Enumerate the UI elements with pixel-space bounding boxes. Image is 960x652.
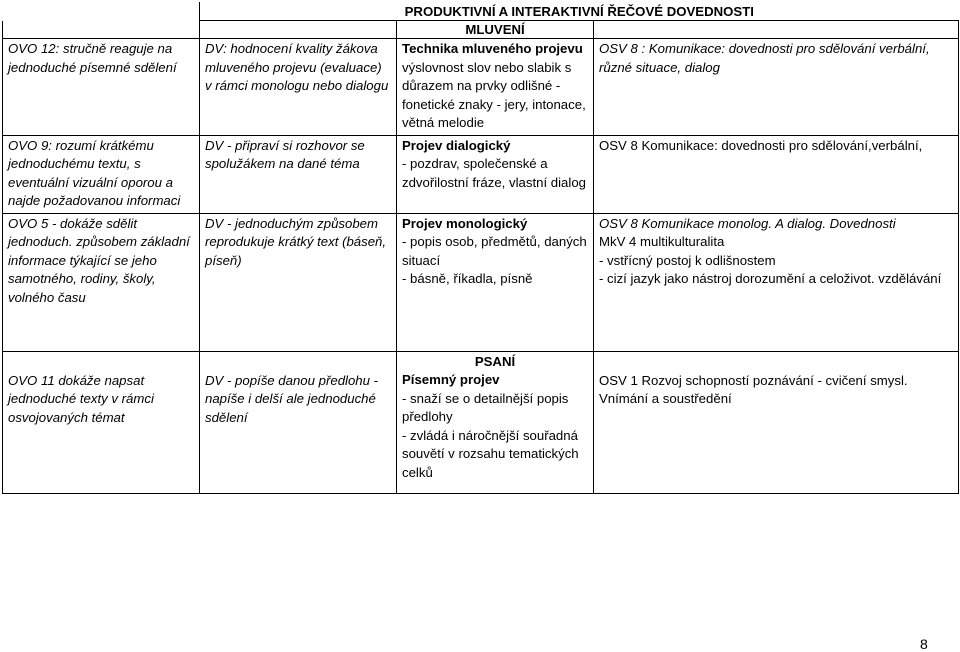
table-title: PRODUKTIVNÍ A INTERAKTIVNÍ ŘEČOVÉ DOVEDNOSTI <box>200 2 959 21</box>
content-title: Písemný projev <box>402 372 500 387</box>
table-row <box>3 39 959 136</box>
table-row <box>3 351 959 493</box>
cross-topic-line: MkV 4 multikulturalita <box>599 234 725 249</box>
cross-topic-cell <box>594 213 959 351</box>
section-empty-cell <box>3 21 200 39</box>
cross-topic-cell: OSV 8 : Komunikace: dovednosti pro sdělování verbální, různé situace, dialog <box>594 39 959 136</box>
curriculum-table <box>2 2 959 494</box>
content-line: - zvládá i náročnější souřadná souvětí v rozsahu tematických celků <box>402 427 579 480</box>
header-empty-cell <box>3 2 200 21</box>
cross-topic-cell: OSV 8 Komunikace: dovednosti pro sdělování,verbální, <box>594 135 959 213</box>
content-line: - básně, říkadla, písně <box>402 271 533 286</box>
section-row-speaking <box>3 21 959 39</box>
table-row <box>3 135 959 213</box>
cross-topic-cell: OSV 1 Rozvoj schopností poznávání - cvičení smysl. Vnímání a soustředění <box>594 351 959 493</box>
activity-cell: DV - připraví si rozhovor se spolužákem na dané téma <box>200 135 397 213</box>
section-heading-speaking: MLUVENÍ <box>397 21 594 39</box>
content-cell <box>397 213 594 351</box>
page-number: 8 <box>920 636 928 652</box>
outcome-cell: OVO 11 dokáže napsat jednoduché texty v rámci osvojovaných témat <box>3 351 200 493</box>
activity-cell: DV - popíše danou předlohu - napíše i delší ale jednoduché sdělení <box>200 351 397 493</box>
content-cell <box>397 351 594 493</box>
outcome-cell: OVO 12: stručně reaguje na jednoduché písemné sdělení <box>3 39 200 136</box>
header-row <box>3 2 959 21</box>
content-line: - popis osob, předmětů, daných situací <box>402 234 587 268</box>
content-title: Projev dialogický <box>402 137 511 153</box>
activity-cell: DV - jednoduchým způsobem reprodukuje krátký text (báseň, píseň) <box>200 213 397 351</box>
content-cell <box>397 39 594 136</box>
content-title: Projev monologický <box>402 215 528 231</box>
cross-topic-line: - vstřícný postoj k odlišnostem <box>599 252 776 268</box>
content-cell <box>397 135 594 213</box>
outcome-cell: OVO 9: rozumí krátkému jednoduchému textu, s eventuální vizuální oporou a najde požadovanou informaci <box>3 135 200 213</box>
content-text: - pozdrav, společenské a zdvořilostní fráze, vlastní dialog <box>402 156 586 190</box>
section-heading-writing: PSANÍ <box>474 353 516 369</box>
content-title: Technika mluveného projevu <box>402 41 583 56</box>
content-line: - snaží se o detailnější popis předlohy <box>402 390 569 424</box>
table-row <box>3 213 959 351</box>
outcome-cell: OVO 5 - dokáže sdělit jednoduch. způsobem základní informace týkající se jeho samotného, rodiny, školy, volného času <box>3 213 200 351</box>
content-text: výslovnost slov nebo slabik s důrazem na prvky odlišné - fonetické znaky - jery, intonace, větná melodie <box>402 59 586 130</box>
activity-cell: DV: hodnocení kvality žákova mluveného projevu (evaluace) v rámci monologu nebo dialogu <box>200 39 397 136</box>
cross-topic-line: OSV 8 Komunikace monolog. A dialog. Dovednosti <box>599 215 896 231</box>
cross-topic-line: - cizí jazyk jako nástroj dorozumění a celoživot. vzdělávání <box>599 271 942 286</box>
